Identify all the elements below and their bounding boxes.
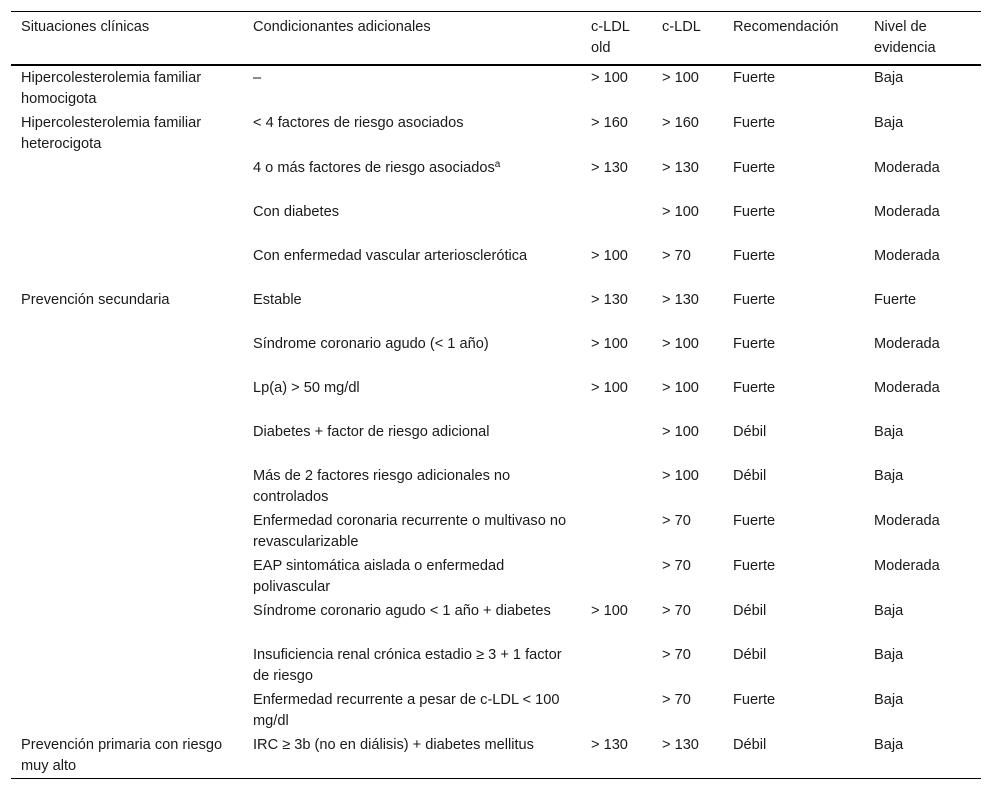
cell-cldl-text: > 100: [662, 424, 699, 440]
cell-recomendacion-text: Fuerte: [733, 160, 776, 176]
cell-condicionante-text: Estable: [253, 292, 302, 308]
cell-cldl-text: > 100: [662, 204, 699, 220]
cell-nivel-evidencia-text: Moderada: [874, 204, 940, 220]
cell-cldl-old-text: > 130: [591, 292, 628, 308]
footnote-marker: a: [494, 159, 501, 170]
cell-recomendacion-text: Fuerte: [733, 70, 776, 86]
cell-cldl-text: > 70: [662, 558, 691, 574]
cell-situacion-text: Prevención secundaria: [21, 292, 170, 308]
cell-cldl-old: [581, 643, 652, 688]
cell-nivel-evidencia: [864, 244, 981, 288]
cell-condicionante: [243, 376, 581, 420]
cell-cldl: [652, 244, 723, 288]
table-row: [11, 332, 981, 376]
cell-situacion: [11, 376, 243, 420]
cell-situacion: [11, 111, 243, 156]
cell-cldl-old-text: > 100: [591, 380, 628, 396]
cell-nivel-evidencia-text: Baja: [874, 603, 904, 619]
cell-condicionante: [243, 464, 581, 509]
cell-recomendacion-text: Fuerte: [733, 513, 776, 529]
cell-condicionante-text: Más de 2 factores riesgo adicionales no controlados: [253, 468, 511, 505]
cell-condicionante: [243, 509, 581, 554]
cell-condicionante: [243, 111, 581, 156]
cell-recomendacion: [723, 156, 864, 200]
table-row: [11, 244, 981, 288]
cell-cldl-text: > 100: [662, 336, 699, 352]
cell-nivel-evidencia-text: Moderada: [874, 558, 940, 574]
cell-recomendacion-text: Fuerte: [733, 558, 776, 574]
cell-nivel-evidencia: [864, 599, 981, 643]
cell-recomendacion-text: Fuerte: [733, 380, 776, 396]
cell-condicionante: [243, 288, 581, 332]
cell-nivel-evidencia: [864, 688, 981, 733]
cell-cldl: [652, 733, 723, 779]
cell-recomendacion: [723, 599, 864, 643]
table-row: [11, 288, 981, 332]
table-row: [11, 65, 981, 111]
cell-situacion-text: Hipercolesterolemia familiar homocigota: [21, 70, 202, 107]
table-row: [11, 464, 981, 509]
cell-cldl-old: [581, 509, 652, 554]
cell-cldl: [652, 156, 723, 200]
header-condicionantes: Condicionantes adicionales: [253, 19, 431, 35]
cell-condicionante-text: Enfermedad recurrente a pesar de c-LDL < 100 mg/dl: [253, 692, 560, 729]
table-header: [11, 12, 981, 66]
cell-recomendacion-text: Débil: [733, 424, 767, 440]
cell-condicionante-text: Con diabetes: [253, 204, 340, 220]
cell-nivel-evidencia: [864, 376, 981, 420]
cell-nivel-evidencia: [864, 65, 981, 111]
cell-situacion: [11, 688, 243, 733]
cell-recomendacion: [723, 288, 864, 332]
table-row: [11, 554, 981, 599]
cell-condicionante-text: < 4 factores de riesgo asociados: [253, 115, 464, 131]
cell-nivel-evidencia-text: Baja: [874, 692, 904, 708]
table-row: [11, 420, 981, 464]
cell-cldl-text: > 160: [662, 115, 699, 131]
cell-condicionante: [243, 65, 581, 111]
cell-recomendacion-text: Fuerte: [733, 692, 776, 708]
table-row: [11, 111, 981, 156]
cell-cldl-old-text: > 100: [591, 336, 628, 352]
table-row: [11, 599, 981, 643]
cell-situacion: [11, 156, 243, 200]
cell-nivel-evidencia: [864, 200, 981, 244]
cell-condicionante-text: Enfermedad coronaria recurrente o multivaso no revascularizable: [253, 513, 567, 550]
cell-cldl-text: > 70: [662, 513, 691, 529]
cell-condicionante-text: IRC ≥ 3b (no en diálisis) + diabetes mellitus: [253, 737, 534, 753]
cell-recomendacion: [723, 376, 864, 420]
cell-cldl: [652, 65, 723, 111]
cell-situacion: [11, 244, 243, 288]
cell-nivel-evidencia: [864, 554, 981, 599]
cell-cldl-text: > 130: [662, 737, 699, 753]
cell-nivel-evidencia: [864, 643, 981, 688]
cell-cldl-text: > 100: [662, 468, 699, 484]
cell-situacion: [11, 509, 243, 554]
cell-condicionante-text: Síndrome coronario agudo (< 1 año): [253, 336, 489, 352]
cell-situacion: [11, 643, 243, 688]
cell-condicionante-text: Diabetes + factor de riesgo adicional: [253, 424, 490, 440]
cell-nivel-evidencia-text: Moderada: [874, 513, 940, 529]
cell-recomendacion: [723, 643, 864, 688]
cell-recomendacion-text: Fuerte: [733, 115, 776, 131]
cell-cldl-old: [581, 200, 652, 244]
cell-recomendacion: [723, 464, 864, 509]
cell-cldl-old-text: > 100: [591, 248, 628, 264]
cell-situacion: [11, 464, 243, 509]
cell-condicionante-text: EAP sintomática aislada o enfermedad polivascular: [253, 558, 505, 595]
cell-situacion-text: Prevención primaria con riesgo muy alto: [21, 737, 223, 774]
table-row: [11, 376, 981, 420]
cell-condicionante-text: Con enfermedad vascular arteriosclerótica: [253, 248, 528, 264]
table-row: [11, 733, 981, 779]
cell-cldl-text: > 70: [662, 647, 691, 663]
header-cldl: c-LDL: [662, 19, 701, 35]
cell-condicionante-text: –: [253, 70, 262, 86]
cell-recomendacion-text: Fuerte: [733, 204, 776, 220]
cell-cldl-old: [581, 288, 652, 332]
cell-recomendacion: [723, 509, 864, 554]
table-row: [11, 688, 981, 733]
header-situaciones: Situaciones clínicas: [21, 19, 150, 35]
cell-condicionante: [243, 688, 581, 733]
cell-cldl-old: [581, 733, 652, 779]
cell-nivel-evidencia-text: Moderada: [874, 380, 940, 396]
cell-cldl-text: > 100: [662, 70, 699, 86]
cell-cldl: [652, 200, 723, 244]
cell-situacion: [11, 420, 243, 464]
cell-situacion: [11, 599, 243, 643]
cell-recomendacion-text: Fuerte: [733, 292, 776, 308]
cell-nivel-evidencia-text: Baja: [874, 115, 904, 131]
cell-cldl-old: [581, 244, 652, 288]
cell-situacion: [11, 65, 243, 111]
cell-cldl: [652, 332, 723, 376]
cell-recomendacion-text: Débil: [733, 737, 767, 753]
cell-cldl-old-text: > 130: [591, 160, 628, 176]
cell-situacion: [11, 288, 243, 332]
cell-nivel-evidencia: [864, 156, 981, 200]
cell-cldl: [652, 464, 723, 509]
cell-recomendacion: [723, 332, 864, 376]
cell-nivel-evidencia: [864, 288, 981, 332]
cell-cldl-old: [581, 420, 652, 464]
header-nivel-evidencia: Nivel de evidencia: [874, 19, 936, 56]
cell-condicionante: [243, 244, 581, 288]
cell-cldl-old-text: > 100: [591, 603, 628, 619]
cell-cldl: [652, 288, 723, 332]
cell-recomendacion: [723, 733, 864, 779]
cell-cldl: [652, 599, 723, 643]
cell-nivel-evidencia: [864, 420, 981, 464]
cell-cldl: [652, 509, 723, 554]
cell-nivel-evidencia-text: Baja: [874, 737, 904, 753]
cell-condicionante-text: 4 o más factores de riesgo asociados: [253, 160, 495, 176]
cell-recomendacion: [723, 111, 864, 156]
cell-nivel-evidencia-text: Baja: [874, 70, 904, 86]
table-row: [11, 643, 981, 688]
cell-cldl-old: [581, 554, 652, 599]
cell-cldl: [652, 688, 723, 733]
cell-cldl-old: [581, 111, 652, 156]
cell-condicionante: [243, 554, 581, 599]
cell-recomendacion: [723, 420, 864, 464]
cell-recomendacion-text: Fuerte: [733, 248, 776, 264]
cell-cldl: [652, 643, 723, 688]
cell-recomendacion: [723, 244, 864, 288]
cell-situacion-text: Hipercolesterolemia familiar heterocigota: [21, 115, 202, 152]
table-row: [11, 200, 981, 244]
cell-nivel-evidencia: [864, 332, 981, 376]
cell-cldl-old: [581, 376, 652, 420]
cell-condicionante: [243, 200, 581, 244]
cell-cldl-old: [581, 599, 652, 643]
cell-nivel-evidencia: [864, 464, 981, 509]
cell-cldl-text: > 70: [662, 248, 691, 264]
cell-nivel-evidencia-text: Moderada: [874, 160, 940, 176]
header-recomendacion: Recomendación: [733, 19, 839, 35]
cell-cldl-text: > 70: [662, 603, 691, 619]
cell-recomendacion: [723, 688, 864, 733]
cell-cldl: [652, 376, 723, 420]
cell-cldl-text: > 100: [662, 380, 699, 396]
cell-cldl: [652, 111, 723, 156]
header-cldl-old: c-LDL old: [591, 19, 630, 56]
table-row: [11, 156, 981, 200]
cell-cldl-text: > 70: [662, 692, 691, 708]
recommendations-table: [11, 11, 981, 779]
cell-cldl-old: [581, 332, 652, 376]
cell-recomendacion-text: Débil: [733, 468, 767, 484]
cell-cldl-old: [581, 688, 652, 733]
cell-condicionante: [243, 420, 581, 464]
cell-condicionante: [243, 332, 581, 376]
cell-cldl-old: [581, 464, 652, 509]
cell-condicionante: [243, 643, 581, 688]
table-row: [11, 509, 981, 554]
cell-cldl-text: > 130: [662, 292, 699, 308]
cell-recomendacion: [723, 200, 864, 244]
cell-cldl-old-text: > 130: [591, 737, 628, 753]
cell-nivel-evidencia-text: Baja: [874, 468, 904, 484]
recommendations-table-container: [11, 11, 981, 779]
cell-recomendacion-text: Débil: [733, 603, 767, 619]
cell-recomendacion-text: Débil: [733, 647, 767, 663]
cell-situacion: [11, 733, 243, 779]
cell-nivel-evidencia-text: Moderada: [874, 336, 940, 352]
cell-nivel-evidencia: [864, 509, 981, 554]
cell-condicionante: [243, 599, 581, 643]
cell-condicionante: [243, 733, 581, 779]
table-body: [11, 65, 981, 779]
cell-recomendacion: [723, 554, 864, 599]
cell-cldl: [652, 420, 723, 464]
cell-cldl-old-text: > 100: [591, 70, 628, 86]
cell-condicionante: [243, 156, 581, 200]
header-row: [11, 12, 981, 66]
cell-nivel-evidencia: [864, 111, 981, 156]
cell-situacion: [11, 200, 243, 244]
cell-situacion: [11, 332, 243, 376]
cell-nivel-evidencia-text: Baja: [874, 647, 904, 663]
cell-situacion: [11, 554, 243, 599]
cell-nivel-evidencia-text: Moderada: [874, 248, 940, 264]
cell-condicionante-text: Insuficiencia renal crónica estadio ≥ 3 + 1 factor de riesgo: [253, 647, 562, 684]
cell-condicionante-text: Lp(a) > 50 mg/dl: [253, 380, 360, 396]
cell-recomendacion: [723, 65, 864, 111]
cell-cldl: [652, 554, 723, 599]
cell-recomendacion-text: Fuerte: [733, 336, 776, 352]
cell-cldl-old: [581, 65, 652, 111]
cell-nivel-evidencia-text: Fuerte: [874, 292, 917, 308]
cell-cldl-old-text: > 160: [591, 115, 628, 131]
cell-cldl-text: > 130: [662, 160, 699, 176]
cell-condicionante-text: Síndrome coronario agudo < 1 año + diabetes: [253, 603, 551, 619]
cell-cldl-old: [581, 156, 652, 200]
cell-nivel-evidencia-text: Baja: [874, 424, 904, 440]
cell-nivel-evidencia: [864, 733, 981, 779]
